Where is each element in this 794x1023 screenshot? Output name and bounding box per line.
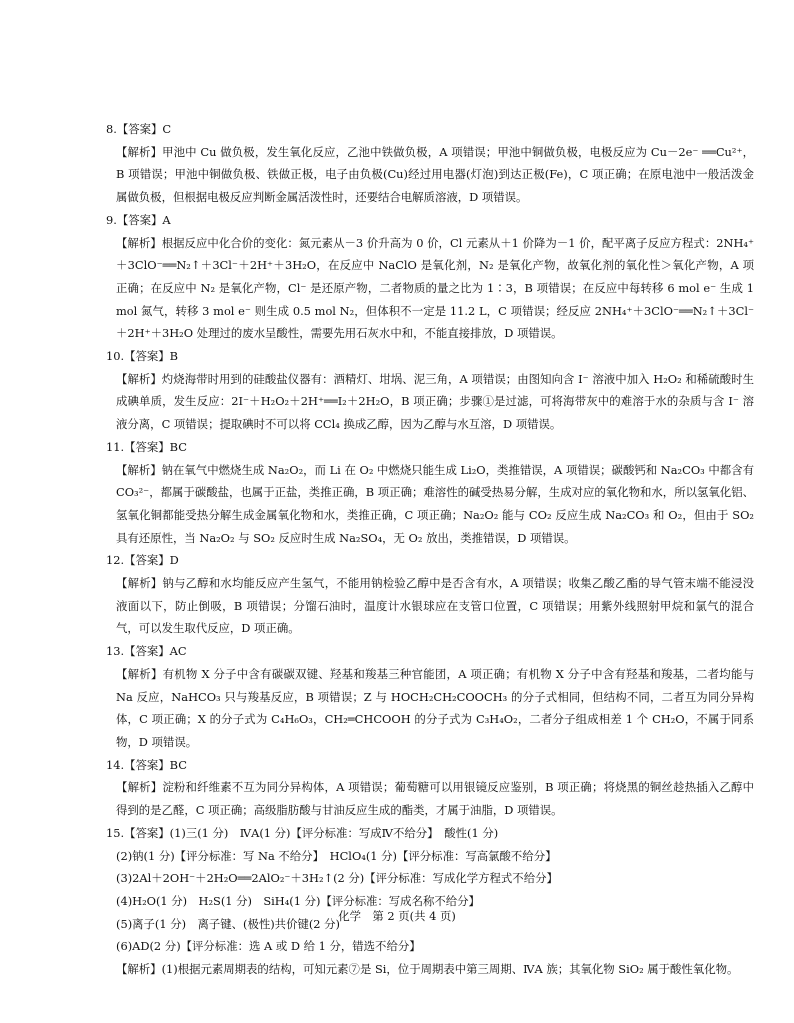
analysis-text: 【解析】甲池中 Cu 做负极，发生氧化反应，乙池中铁做负极，A 项错误；甲池中铜做负极，电极反应为 Cu－2e⁻ ══Cu²⁺，B 项错误；甲池中铜做负极、铁做正极，电子由负极(Cu)经过用电器(灯泡)到达正极(Fe)，C 项正确；在原电池中一般活泼金属做负极，但根据电极反应判断金属活泼性时，还要结合电解质溶液，D 项错误。 [116, 144, 754, 205]
analysis-text: 【解析】灼烧海带时用到的硅酸盐仪器有：酒精灯、坩埚、泥三角，A 项错误；由图知向含 I⁻ 溶液中加入 H₂O₂ 和稀硫酸时生成碘单质，发生反应：2I⁻＋H₂O₂＋2H⁺══I₂＋2H₂O，B 项正确；步骤①是过滤，可将海带灰中的难溶于水的杂质与含 I⁻ 溶液分离，C 项错误；提取碘时不可以将 CCl₄ 换成乙醇，因为乙醇与水互溶，D 项错误。 [116, 371, 754, 432]
answer-subpart: (2)钠(1 分)【评分标准：写 Na 不给分】 HClO₄(1 分)【评分标准：写高氯酸不给分】 [116, 848, 557, 863]
question-heading: 11.【答案】BC [106, 439, 187, 454]
answer-subpart: (3)2Al＋2OH⁻＋2H₂O══2AlO₂⁻＋3H₂↑(2 分)【评分标准：写成化学方程式不给分】 [116, 871, 558, 886]
answer-item-9 [106, 209, 754, 345]
answer-item-13 [106, 640, 754, 754]
answer-item-14 [106, 754, 754, 822]
answer-item-8 [106, 118, 754, 209]
answer-item-12 [106, 549, 754, 640]
analysis-text: 【解析】淀粉和纤维素不互为同分异构体，A 项错误；葡萄糖可以用银镜反应鉴别，B 项正确；将烧黑的铜丝趁热插入乙醇中得到的是乙醛，C 项正确；高级脂肪酸与甘油反应生成的酯类，才属于油脂，D 项错误。 [116, 780, 754, 818]
question-heading: 10.【答案】B [106, 349, 179, 364]
question-heading: 9.【答案】A [106, 212, 171, 227]
answer-entries [106, 118, 754, 981]
question-heading: 12.【答案】D [106, 553, 179, 568]
analysis-text: 【解析】钠与乙醇和水均能反应产生氢气，不能用钠检验乙醇中是否含有水，A 项错误；收集乙酸乙酯的导气管末端不能浸没液面以下，防止倒吸，B 项错误；分馏石油时，温度计水银球应在支管口位置，C 项错误；用紫外线照射甲烷和氯气的混合气，可以发生取代反应，D 项正确。 [116, 576, 754, 636]
page-footer: 化学 第 2 页(共 4 页) [338, 909, 456, 923]
analysis-text: 【解析】(1)根据元素周期表的结构，可知元素⑦是 Si，位于周期表中第三周期、ⅣA 族；其氧化物 SiO₂ 属于酸性氧化物。 [116, 962, 739, 977]
analysis-text: 【解析】根据反应中化合价的变化：氮元素从－3 价升高为 0 价，Cl 元素从＋1 价降为－1 价，配平离子反应方程式：2NH₄⁺＋3ClO⁻══N₂↑＋3Cl⁻＋2H⁺＋3H₂O，在反应中 NaClO 是氧化剂，N₂ 是氧化产物，故氧化剂的氧化性＞氧化产物，A 项正确；在反应中 N₂ 是氧化产物，Cl⁻ 是还原产物，二者物质的量之比为 1∶3，B 项错误；在反应中每转移 6 mol e⁻ 生成 1 mol 氮气，转移 3 mol e⁻ 则生成 0.5 mol N₂，但体积不一定是 11.2 L，C 项错误；经反应 2NH₄⁺＋3ClO⁻══N₂↑＋3Cl⁻＋2H⁺＋3H₂O 处理过的废水呈酸性，需要先用石灰水中和，不能直接排放，D 项错误。 [116, 235, 754, 341]
question-heading: 15.【答案】(1)三(1 分) ⅣA(1 分)【评分标准：写成Ⅳ不给分】 酸性(1 分) [106, 825, 499, 840]
analysis-text: 【解析】钠在氧气中燃烧生成 Na₂O₂，而 Li 在 O₂ 中燃烧只能生成 Li₂O，类推错误，A 项错误；碳酸钙和 Na₂CO₃ 中都含有 CO₃²⁻，都属于碳酸盐，也属于正盐，类推正确，B 项正确；难溶性的碱受热易分解，生成对应的氧化物和水，所以氢氧化铝、氢氧化铜都能受热分解生成金属氧化物和水，类推正确，C 项正确；Na₂O₂ 能与 CO₂ 反应生成 Na₂CO₃ 和 O₂，但由于 SO₂ 具有还原性，当 Na₂O₂ 与 SO₂ 反应时生成 Na₂SO₄，无 O₂ 放出，类推错误，D 项错误。 [116, 462, 754, 545]
answer-item-11 [106, 436, 754, 550]
analysis-text: 【解析】有机物 X 分子中含有碳碳双键、羟基和羧基三种官能团，A 项正确；有机物 X 分子中含有羟基和羧基，二者均能与 Na 反应，NaHCO₃ 只与羧基反应，B 项错误；Z 与 HOCH₂CH₂COOCH₃ 的分子式相同，但结构不同，二者互为同分异构体，C 项正确；X 的分子式为 C₄H₆O₃，CH₂═CHCOOH 的分子式为 C₃H₄O₂，二者分子组成相差 1 个 CH₂O，不属于同系物，D 项错误。 [116, 666, 754, 749]
answer-item-15 [106, 822, 754, 981]
answer-subpart: (4)H₂O(1 分) H₂S(1 分) SiH₄(1 分)【评分标准：写成名称不给分】 [116, 893, 480, 908]
question-heading: 8.【答案】C [106, 122, 172, 136]
question-heading: 14.【答案】BC [106, 757, 187, 772]
question-heading: 13.【答案】AC [106, 644, 187, 659]
answer-subpart: (5)离子(1 分) 离子键、(极性)共价键(2 分) [116, 916, 341, 931]
answer-item-10 [106, 345, 754, 436]
answer-subpart: (6)AD(2 分)【评分标准：选 A 或 D 给 1 分，错选不给分】 [116, 939, 421, 954]
